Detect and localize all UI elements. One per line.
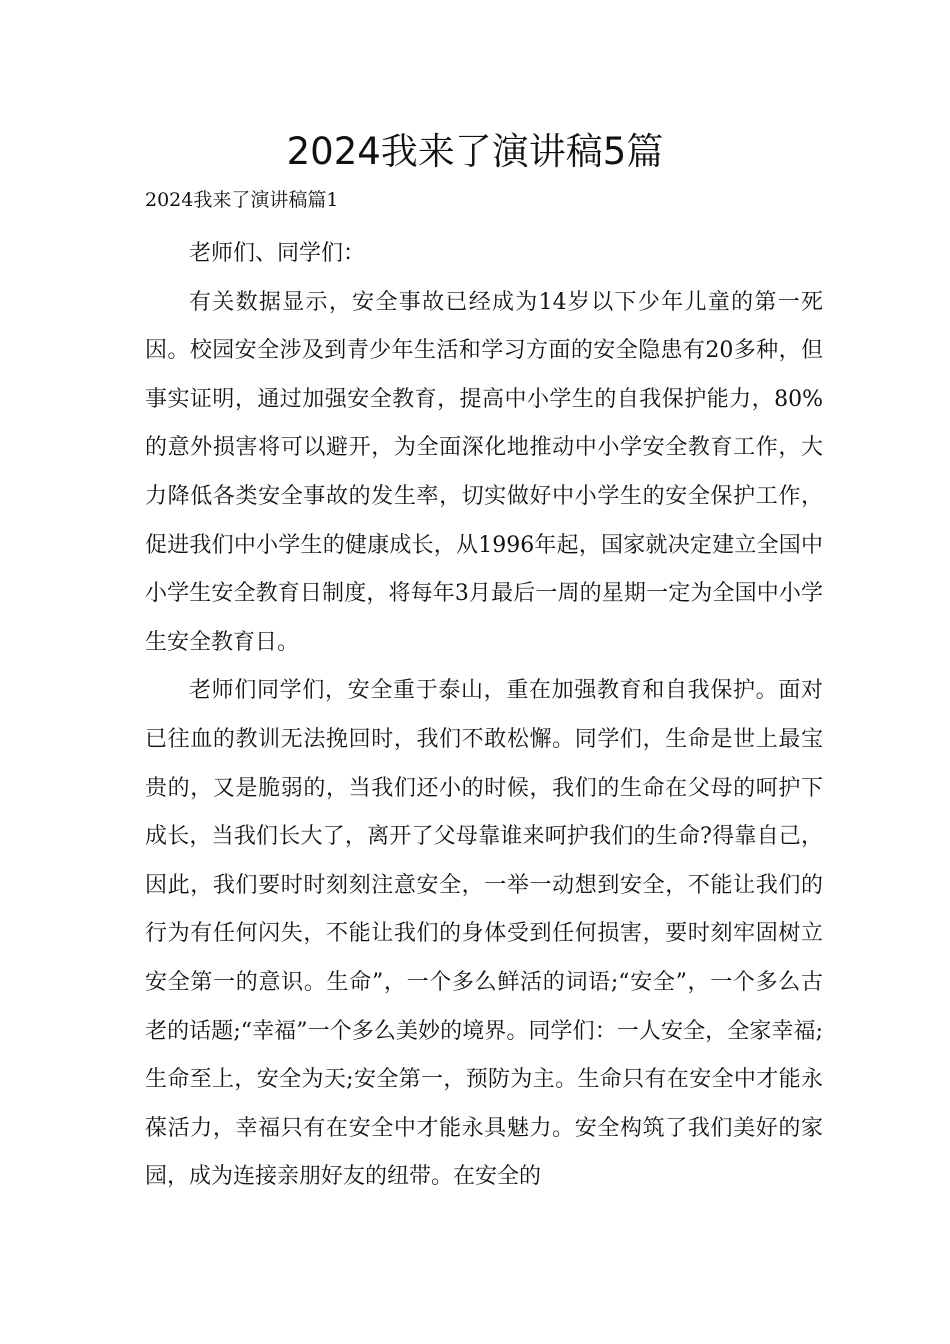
document-body — [145, 230, 823, 1202]
paragraph-greeting: 老师们、同学们： — [189, 241, 366, 266]
paragraph: 老师们同学们，安全重于泰山，重在加强教育和自我保护。面对已往血的教训无法挽回时，我们不敢松懈。同学们，生命是世上最宝贵的，又是脆弱的，当我们还小的时候，我们的生命在父母的呵护下成长，当我们长大了，离开了父母靠谁来呵护我们的生命?得靠自己，因此，我们要时时刻刻注意安全，一举一动想到安全，不能让我们的行为有任何闪失，不能让我们的身体受到任何损害，要时刻牢固树立安全第一的意识。生命”，一个多么鲜活的词语;“安全”，一个多么古老的话题;“幸福”一个多么美妙的境界。同学们：一人安全，全家幸福;生命至上，安全为天;安全第一，预防为主。生命只有在安全中才能永葆活力，幸福只有在安全中才能永具魅力。安全构筑了我们美好的家园，成为连接亲朋好友的纽带。在安全的 — [145, 678, 823, 1190]
paragraph: 有关数据显示，安全事故已经成为14岁以下少年儿童的第一死因。校园安全涉及到青少年生活和学习方面的安全隐患有20多种，但事实证明，通过加强安全教育，提高中小学生的自我保护能力，80%的意外损害将可以避开，为全面深化地推动中小学安全教育工作，大力降低各类安全事故的发生率，切实做好中小学生的安全保护工作，促进我们中小学生的健康成长，从1996年起，国家就决定建立全国中小学生安全教育日制度，将每年3月最后一周的星期一定为全国中小学生安全教育日。 — [145, 289, 823, 655]
document-title: 2024我来了演讲稿5篇 — [286, 130, 664, 173]
section-heading: 2024我来了演讲稿篇1 — [145, 189, 339, 211]
